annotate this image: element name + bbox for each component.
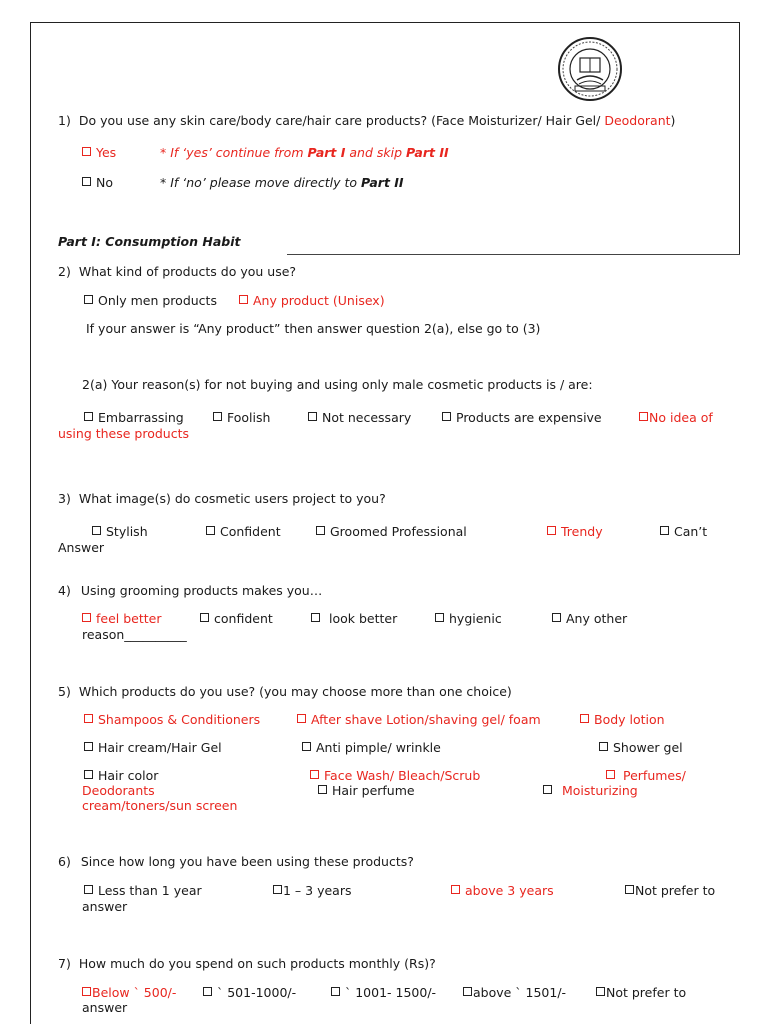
checkbox-icon[interactable] [84,770,93,779]
checkbox-icon[interactable] [442,412,451,421]
q6-option[interactable]: Not prefer to [625,883,715,898]
q5-question: 5) Which products do you use? (you may choose more than one choice) [58,684,512,699]
checkbox-icon[interactable] [552,613,561,622]
checkbox-icon[interactable] [543,785,552,794]
q3-question: 3) What image(s) do cosmetic users project to you? [58,491,386,506]
q6-option[interactable]: 1 – 3 years [273,883,351,898]
q7-option[interactable]: Not prefer to [596,985,686,1000]
q5-option[interactable]: Hair cream/Hair Gel [84,740,222,755]
checkbox-icon[interactable] [311,613,320,622]
page-border-top [30,22,740,23]
q5-option[interactable]: Shampoos & Conditioners [84,712,260,727]
q2-question: 2) What kind of products do you use? [58,264,297,279]
q7-option[interactable]: Below ` 500/- [82,985,176,1000]
checkbox-icon[interactable] [82,613,91,622]
checkbox-icon[interactable] [213,412,222,421]
checkbox-icon[interactable] [206,526,215,535]
checkbox-icon[interactable] [580,714,589,723]
q2a-option[interactable]: Foolish [213,410,270,425]
q5-option[interactable]: Body lotion [580,712,665,727]
q3-option[interactable]: Groomed Professional [316,524,467,539]
checkbox-icon[interactable] [606,770,615,779]
q3-option-continued: Answer [58,540,105,555]
checkbox-icon[interactable] [92,526,101,535]
checkbox-icon[interactable] [84,885,93,894]
q4-option[interactable]: hygienic [435,611,502,626]
checkbox-icon[interactable] [84,742,93,751]
checkbox-icon[interactable] [297,714,306,723]
q7-option[interactable]: above ` 1501/- [463,985,566,1000]
q7-option[interactable]: ` 1001- 1500/- [331,985,436,1000]
q7-option[interactable]: ` 501-1000/- [203,985,296,1000]
checkbox-icon[interactable] [435,613,444,622]
page-border-right [739,22,740,254]
part1-divider [287,254,740,255]
q6-option[interactable]: above 3 years [451,883,554,898]
university-emblem-logo [557,36,623,102]
checkbox-icon[interactable] [82,147,91,156]
q7-option-continued: answer [82,1000,128,1015]
checkbox-icon[interactable] [596,987,605,996]
q4-option[interactable]: feel better [82,611,162,626]
checkbox-icon[interactable] [84,412,93,421]
q1-no-note: * If ‘no’ please move directly to Part II [160,175,404,190]
q2a-option-continued: using these products [58,426,190,441]
q2-option-unisex[interactable]: Any product (Unisex) [239,293,385,308]
checkbox-icon[interactable] [451,885,460,894]
checkbox-icon[interactable] [239,295,248,304]
q5-option[interactable]: Shower gel [599,740,683,755]
q4-option[interactable]: Any other [552,611,627,626]
q1-option-no[interactable]: No [82,175,113,190]
checkbox-icon[interactable] [200,613,209,622]
q2a-option[interactable]: Embarrassing [84,410,184,425]
checkbox-icon[interactable] [625,885,634,894]
q6-option[interactable]: Less than 1 year [84,883,202,898]
q4-question: 4) Using grooming products makes you… [58,583,323,598]
q3-option[interactable]: Can’t [660,524,707,539]
q2a-option[interactable]: Not necessary [308,410,411,425]
checkbox-icon[interactable] [547,526,556,535]
checkbox-icon[interactable] [84,295,93,304]
checkbox-icon[interactable] [639,412,648,421]
checkbox-icon[interactable] [316,526,325,535]
q2-option-men[interactable]: Only men products [84,293,217,308]
q3-option[interactable]: Confident [206,524,281,539]
q5-option[interactable]: After shave Lotion/shaving gel/ foam [297,712,541,727]
q4-option[interactable]: look better [311,611,397,626]
q7-question: 7) How much do you spend on such products monthly (Rs)? [58,956,436,971]
checkbox-icon[interactable] [203,987,212,996]
q4-option[interactable]: confident [200,611,273,626]
q2-instruction: If your answer is “Any product” then answer question 2(a), else go to (3) [86,321,541,336]
checkbox-icon[interactable] [463,987,472,996]
q1-question: 1) Do you use any skin care/body care/hair care products? (Face Moisturizer/ Hair Gel/ Deodorant) [58,113,676,128]
q4-option-continued: reason__________ [82,627,187,642]
page-border-left [30,22,31,1024]
checkbox-icon[interactable] [82,177,91,186]
q2a-option[interactable]: No idea of [639,410,713,425]
checkbox-icon[interactable] [318,785,327,794]
q3-option[interactable]: Stylish [92,524,148,539]
checkbox-icon[interactable] [660,526,669,535]
checkbox-icon[interactable] [273,885,282,894]
q2a-question: 2(a) Your reason(s) for not buying and using only male cosmetic products is / are: [82,377,593,392]
q6-question: 6) Since how long you have been using these products? [58,854,414,869]
checkbox-icon[interactable] [82,987,91,996]
checkbox-icon[interactable] [84,714,93,723]
checkbox-icon[interactable] [308,412,317,421]
checkbox-icon[interactable] [302,742,311,751]
q6-option-continued: answer [82,899,128,914]
q3-option[interactable]: Trendy [547,524,603,539]
checkbox-icon[interactable] [310,770,319,779]
q1-option-yes[interactable]: Yes [82,145,116,160]
q5-option[interactable]: Perfumes/ [606,768,686,783]
q5-option[interactable]: Anti pimple/ wrinkle [302,740,441,755]
part1-heading: Part I: Consumption Habit [58,234,241,249]
q5-option[interactable]: Hair perfume [318,783,415,798]
q5-option-continued: cream/toners/sun screen [82,798,238,813]
checkbox-icon[interactable] [599,742,608,751]
q5-option[interactable]: Hair color [84,768,158,783]
q2a-option[interactable]: Products are expensive [442,410,602,425]
q5-option[interactable]: Moisturizing [543,783,638,798]
q5-option-continued: Deodorants [82,783,155,798]
checkbox-icon[interactable] [331,987,340,996]
q1-yes-note: * If ‘yes’ continue from Part I and skip Part II [160,145,449,160]
q5-option[interactable]: Face Wash/ Bleach/Scrub [310,768,480,783]
